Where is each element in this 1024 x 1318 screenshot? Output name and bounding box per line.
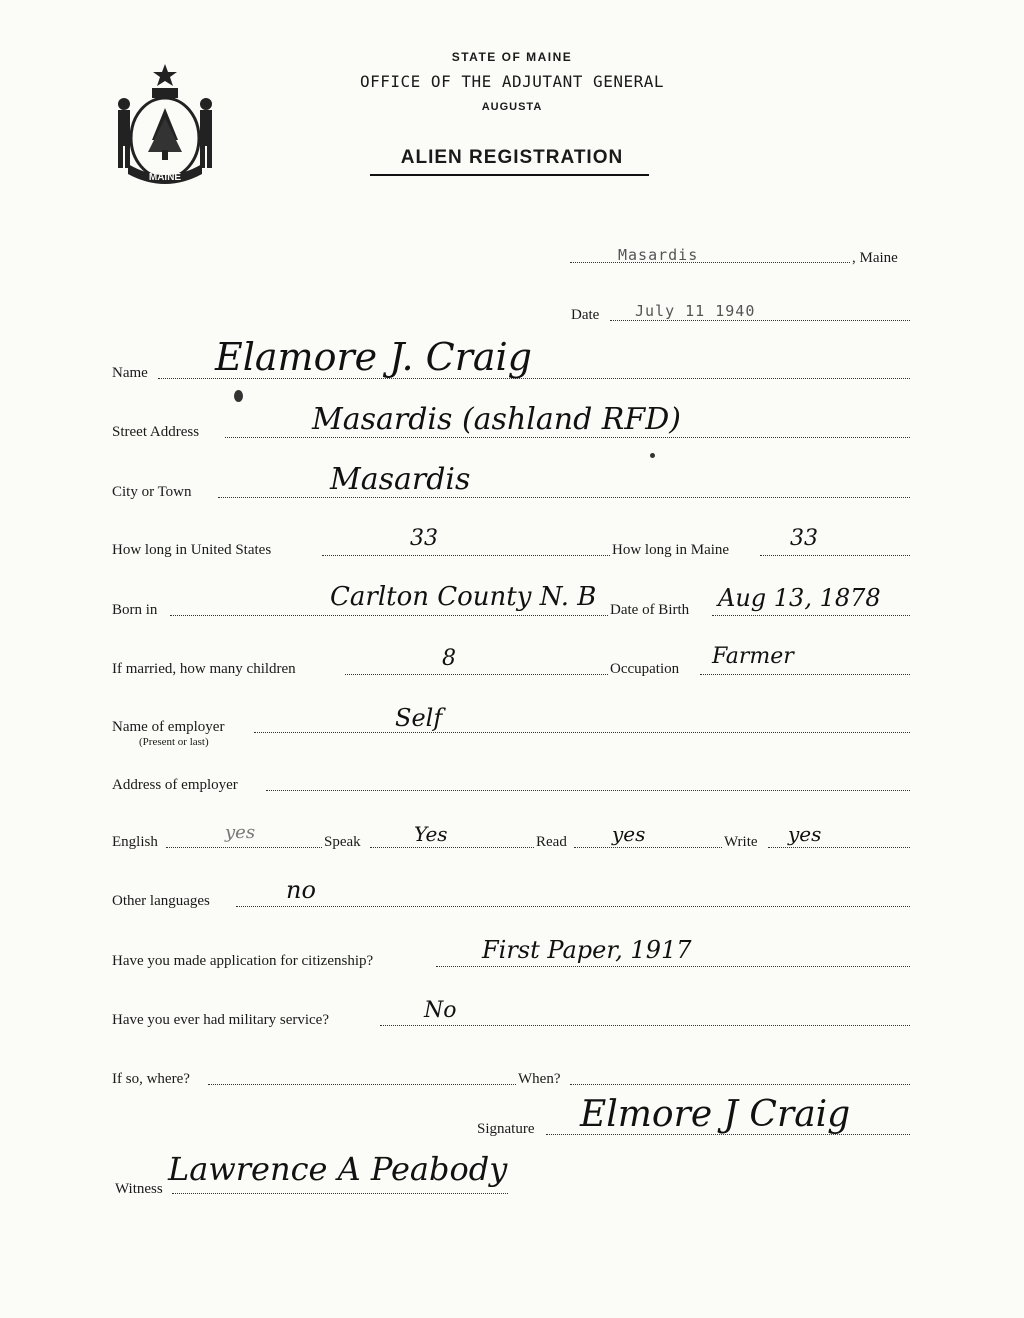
how-long-maine-line (760, 555, 910, 556)
citizenship-value: First Paper, 1917 (482, 936, 692, 964)
date-of-birth-value: Aug 13, 1878 (718, 584, 881, 612)
military-value: No (424, 998, 457, 1023)
title-underline (370, 174, 649, 176)
speak-value: Yes (414, 822, 448, 846)
how-long-us-label: How long in United States (112, 542, 272, 558)
speak-label: Speak (324, 834, 361, 850)
how-long-maine-value: 33 (790, 526, 818, 551)
employer-label: Name of employer (112, 719, 225, 735)
other-languages-value: no (286, 876, 316, 904)
date-value: July 11 1940 (635, 302, 756, 320)
english-line (166, 847, 322, 848)
when-line (570, 1084, 910, 1085)
when-label: When? (518, 1071, 561, 1087)
name-label: Name (112, 365, 148, 381)
speak-line (370, 847, 534, 848)
date-line (610, 320, 910, 321)
witness-line (172, 1193, 508, 1194)
date-of-birth-label: Date of Birth (610, 602, 690, 618)
where-line (208, 1084, 516, 1085)
born-in-label: Born in (112, 602, 158, 618)
signature-value: Elmore J Craig (580, 1094, 851, 1135)
employer-value: Self (395, 704, 443, 732)
how-long-us-value: 33 (410, 526, 438, 551)
how-long-maine-label: How long in Maine (612, 542, 730, 558)
write-value: yes (788, 822, 822, 846)
read-value: yes (612, 822, 646, 846)
occupation-line (700, 674, 910, 675)
city-or-town-line (218, 497, 910, 498)
military-line (380, 1025, 910, 1026)
born-in-value: Carlton County N. B (330, 582, 597, 612)
name-value: Elamore J. Craig (215, 335, 533, 379)
born-in-line (170, 615, 608, 616)
citizenship-label: Have you made application for citizenship? (112, 953, 374, 969)
street-address-line (225, 437, 910, 438)
other-languages-label: Other languages (112, 893, 210, 909)
occupation-label: Occupation (610, 661, 680, 677)
ink-dot (650, 453, 655, 458)
header-office: OFFICE OF THE ADJUTANT GENERAL (360, 72, 664, 91)
other-languages-line (236, 906, 910, 907)
ink-blot (234, 390, 243, 402)
write-line (768, 847, 910, 848)
signature-label: Signature (477, 1121, 535, 1137)
occupation-value: Farmer (712, 644, 794, 669)
children-value: 8 (442, 646, 456, 671)
witness-value: Lawrence A Peabody (168, 1150, 508, 1188)
employer-address-line (266, 790, 910, 791)
how-long-us-line (322, 555, 610, 556)
children-label: If married, how many children (112, 661, 296, 677)
seal-banner-text: MAINE (148, 172, 182, 183)
employer-sublabel: (Present or last) (139, 736, 209, 748)
form-title: ALIEN REGISTRATION (400, 147, 624, 168)
town-value: Masardis (618, 246, 699, 264)
town-line (570, 262, 850, 263)
read-label: Read (536, 834, 567, 850)
military-label: Have you ever had military service? (112, 1012, 329, 1028)
city-or-town-value: Masardis (330, 462, 471, 497)
street-address-value: Masardis (ashland RFD) (312, 402, 681, 437)
city-or-town-label: City or Town (112, 484, 192, 500)
header-city: AUGUSTA (481, 101, 543, 113)
date-of-birth-line (712, 615, 910, 616)
where-label: If so, where? (112, 1071, 190, 1087)
read-line (574, 847, 722, 848)
witness-label: Witness (115, 1181, 163, 1197)
english-value: yes (225, 822, 256, 843)
employer-address-label: Address of employer (112, 777, 238, 793)
date-label: Date (571, 307, 600, 323)
employer-line (254, 732, 910, 733)
write-label: Write (724, 834, 758, 850)
street-address-label: Street Address (112, 424, 200, 440)
town-suffix: , Maine (852, 250, 898, 266)
english-label: English (112, 834, 158, 850)
children-line (345, 674, 608, 675)
citizenship-line (436, 966, 910, 967)
header-state: STATE OF MAINE (451, 50, 573, 64)
